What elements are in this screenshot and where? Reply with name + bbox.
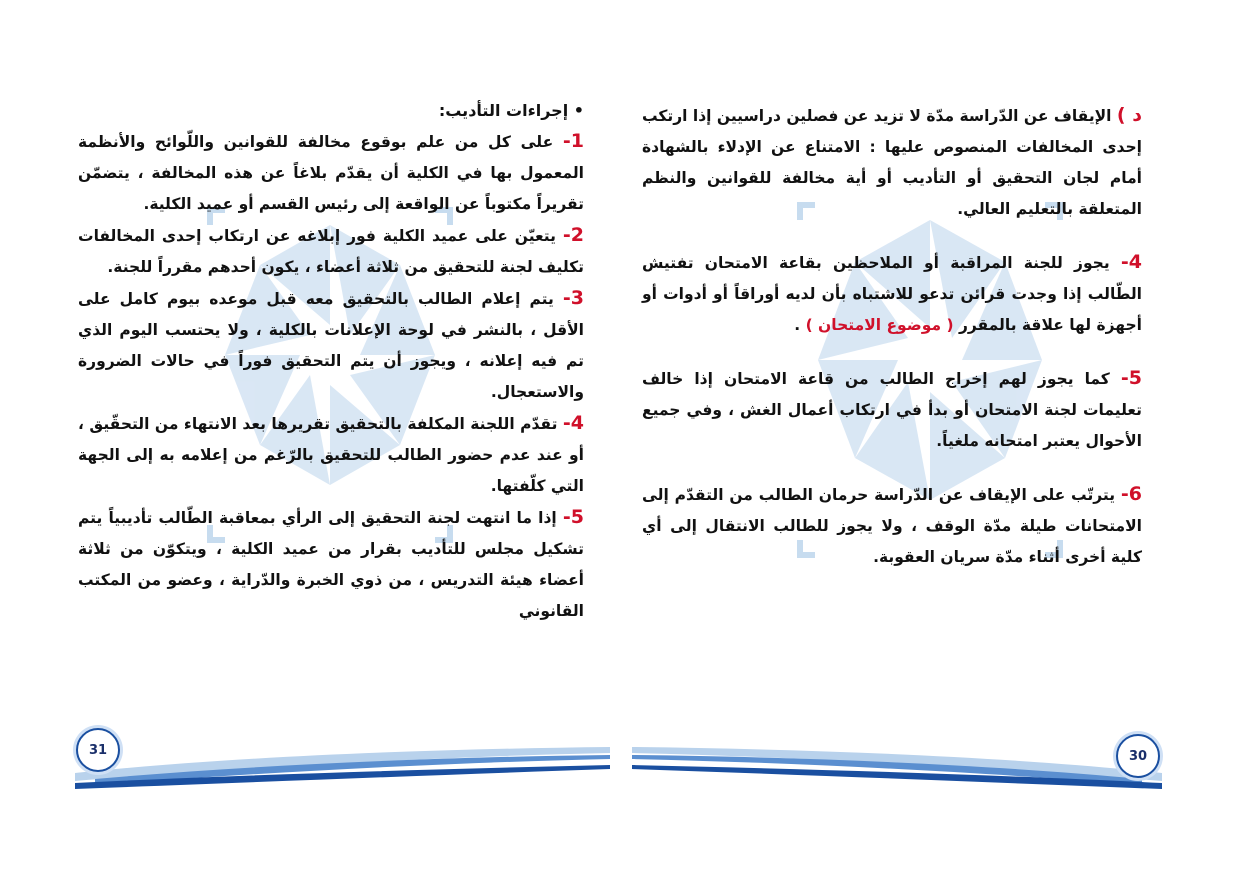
- paragraph-number: 5-: [562, 506, 584, 528]
- paragraph-number: د ): [1116, 104, 1142, 126]
- paragraph-number: 4-: [562, 412, 584, 434]
- right-paragraph-6: [642, 479, 1142, 573]
- right-page: [620, 0, 1240, 877]
- paragraph-text: على كل من علم بوقوع مخالفة للقوانين واللّوائح والأنظمة المعمول بها في الكلية أن يقدّم بلاغاً عن هذه المخالفة ، يتضمّن تقريراً مكتوباً عن الواقعة إلى رئيس القسم أو عميد الكلية.: [78, 133, 584, 213]
- right-text-column: [642, 100, 1142, 573]
- paragraph-number: 2-: [562, 224, 584, 246]
- paragraph-number: 3-: [562, 287, 584, 309]
- left-paragraph-4: [78, 408, 584, 502]
- paragraph-text: إذا ما انتهت لجنة التحقيق إلى الرأي بمعاقبة الطّالب تأديبياً يتم تشكيل مجلس للتأديب بقرار من عميد الكلية ، ويتكوّن من ثلاثة أعضاء هيئة التدريس ، من ذوي الخبرة والدّراية ، وعضو من المكتب القانوني: [78, 509, 584, 620]
- paragraph-text: تقدّم اللجنة المكلفة بالتحقيق تقريرها بعد الانتهاء من التحقّيق ، أو عند عدم حضور الطالب للتحقيق بالرّغم من إعلامه به إلى الجهة التي كلّفتها.: [78, 415, 584, 495]
- page-number-badge: 31: [76, 728, 120, 772]
- highlight-text: ( موضوع الامتحان ): [805, 316, 954, 334]
- footer-swoosh: [75, 735, 610, 795]
- left-paragraph-1: [78, 126, 584, 220]
- right-paragraph-5: [642, 363, 1142, 457]
- paragraph-text: يجوز للجنة المراقبة أو الملاحظين بقاعة الامتحان تفتيش الطّالب إذا وجدت قرائن تدعو للاشتباه بأن لديه أوراقاً أو أدوات أو أجهزة لها علاقة بالمقرر: [642, 254, 1142, 334]
- section-heading: • إجراءات التأديب:: [438, 101, 584, 120]
- paragraph-text: كما يجوز لهم إخراج الطالب من قاعة الامتحان إذا خالف تعليمات لجنة الامتحان أو بدأ في ارتكاب أعمال الغش ، وفي جميع الأحوال يعتبر امتحانه ملغياً.: [642, 370, 1142, 450]
- left-paragraph-3: [78, 283, 584, 408]
- paragraph-text: يترتّب على الإيقاف عن الدّراسة حرمان الطالب من التقدّم إلى الامتحانات طيلة مدّة الوقف ، ولا يجوز للطالب الانتقال إلى أي كلية أخرى أثناء مدّة سريان العقوبة.: [642, 486, 1142, 566]
- paragraph-text: يتم إعلام الطالب بالتحقيق معه قبل موعده بيوم كامل على الأقل ، بالنشر في لوحة الإعلانات بالكلية ، ولا يحتسب اليوم الذي تم فيه إعلانه ، ويجوز أن يتم التحقيق فوراً في حالات الضرورة والاستعجال.: [78, 290, 584, 401]
- paragraph-tail: .: [794, 316, 806, 334]
- paragraph-number: 6-: [1120, 483, 1142, 505]
- paragraph-text: يتعيّن على عميد الكلية فور إبلاغه عن ارتكاب إحدى المخالفات تكليف لجنة للتحقيق من ثلاثة أعضاء ، يكون أحدهم مقرراً للجنة.: [78, 227, 584, 276]
- paragraph-number: 1-: [562, 130, 584, 152]
- paragraph-number: 4-: [1120, 251, 1142, 273]
- page-number-badge: 30: [1116, 734, 1160, 778]
- right-paragraph-4: [642, 247, 1142, 341]
- paragraph-number: 5-: [1120, 367, 1142, 389]
- right-paragraph-d: [642, 100, 1142, 225]
- left-paragraph-5: [78, 502, 584, 627]
- left-text-column: [78, 95, 584, 627]
- left-paragraph-2: [78, 220, 584, 283]
- footer-swoosh: [632, 735, 1162, 795]
- paragraph-text: الإيقاف عن الدّراسة مدّة لا تزيد عن فصلين دراسيين إذا ارتكب إحدى المخالفات المنصوص عليها : الامتناع عن الإدلاء بالشهادة أمام لجان التحقيق أو التأديب أو أية مخالفة للقوانين والنظم المتعلقة بالتعليم العالي.: [642, 107, 1142, 218]
